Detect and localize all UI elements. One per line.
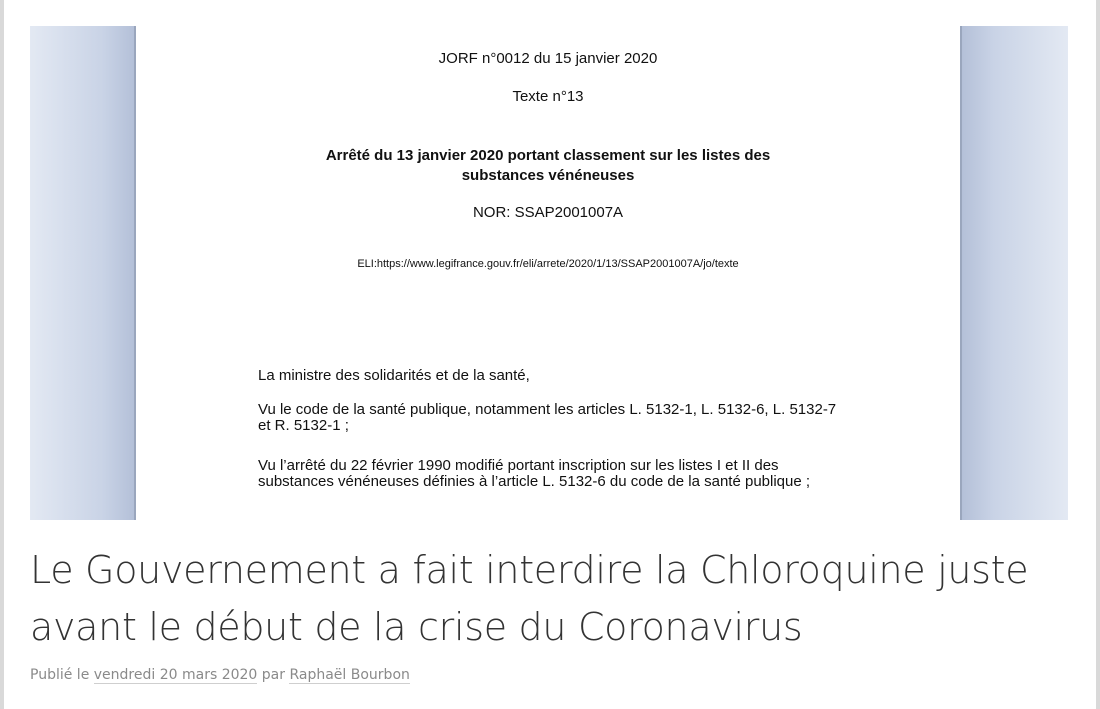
author-link[interactable]: Raphaël Bourbon (289, 667, 410, 683)
left-border (0, 0, 4, 709)
paragraph-minister: La ministre des solidarités et de la santé, (258, 367, 530, 384)
document-scan (136, 26, 960, 520)
eli-reference: ELI:https://www.legifrance.gouv.fr/eli/arrete/2020/1/13/SSAP2001007A/jo/texte (357, 258, 739, 270)
image-right-margin (960, 26, 1068, 520)
post-meta (30, 667, 410, 683)
post-date-link[interactable]: vendredi 20 mars 2020 (93, 667, 258, 683)
right-border (1096, 0, 1100, 709)
meta-prefix: Publié le (30, 667, 90, 683)
featured-image (30, 26, 1068, 520)
text-number: Texte n°13 (512, 88, 584, 105)
image-left-margin (30, 26, 136, 520)
decree-title (136, 146, 960, 186)
paragraph-arrete: Vu l’arrêté du 22 février 1990 modifié portant inscription sur les listes I et II des substances vénéneuses définies à l’article L. 5132-6 du code de la santé publique ; (258, 457, 811, 490)
nor-reference: NOR: SSAP2001007A (472, 204, 624, 221)
paragraph-code: Vu le code de la santé publique, notamment les articles L. 5132-1, L. 5132-6, L. 5132-7 et R. 5132-1 ; (258, 401, 837, 434)
article-headline: Le Gouvernement a fait interdire la Chloroquine juste avant le début de la crise du Coronavirus (30, 548, 1029, 649)
decree-title-text: Arrêté du 13 janvier 2020 portant classement sur les listes des substances vénéneuses (325, 147, 771, 184)
journal-line: JORF n°0012 du 15 janvier 2020 (438, 50, 658, 67)
meta-by: par (261, 667, 286, 683)
